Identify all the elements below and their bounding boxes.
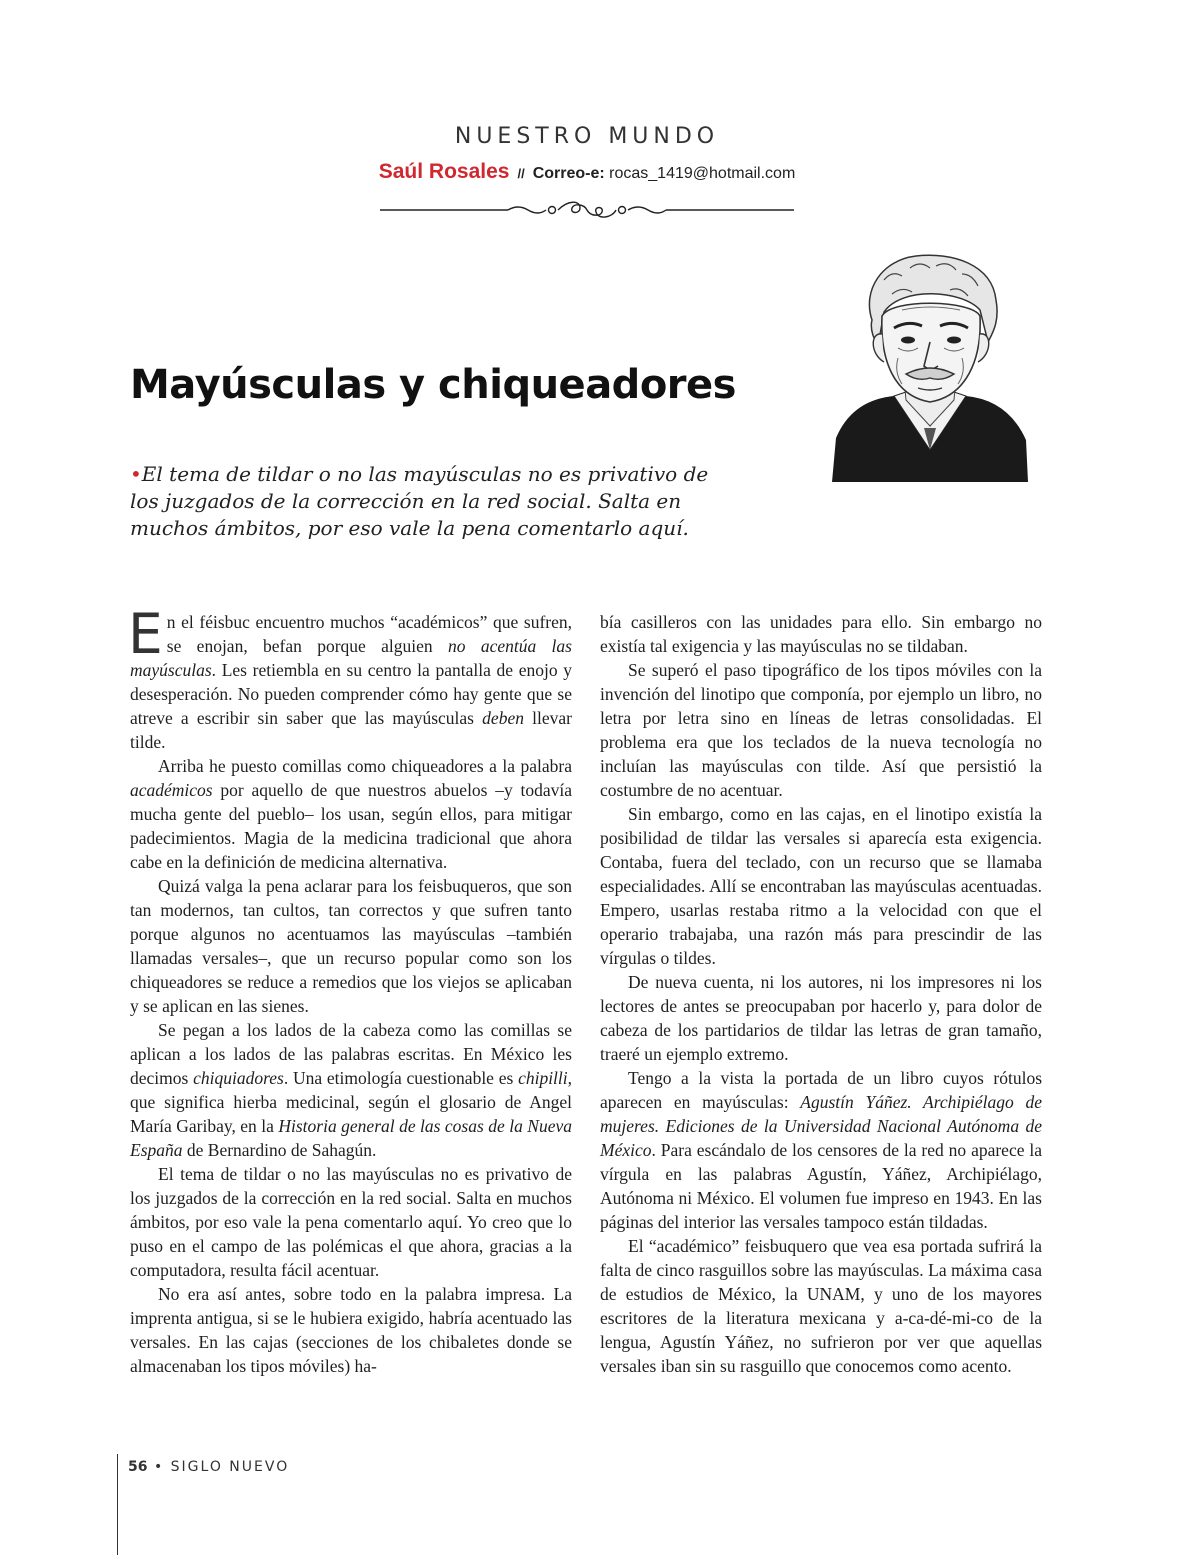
text-run: Arriba he puesto comillas como chiqueadores a la palabra [158, 756, 572, 776]
paragraph: No era así antes, sobre todo en la palabra impresa. La imprenta antigua, si se le hubiera exigido, habría acentuado las versales. En las cajas (secciones de los chibaletes donde se almacenaban los tipos móviles) ha- [130, 1284, 572, 1376]
paragraph [130, 1018, 572, 1162]
paragraph: Quizá valga la pena aclarar para los feisbuqueros, que son tan modernos, tan cultos, tan correctos y que sufren tanto porque algunos no acentuamos las mayúsculas –también llamadas versales–, que un recurso popular como son los chiqueadores se reduce a remedios que los viejos se aplicaban y se aplican en las sienes. [130, 876, 572, 1016]
paragraph [128, 602, 572, 754]
paragraph [600, 1066, 1042, 1234]
author-portrait-illustration [832, 250, 1028, 482]
section-label: NUESTRO MUNDO [454, 124, 720, 149]
paragraph: El tema de tildar o no las mayúsculas no es privativo de los juzgados de la corrección en la red social. Salta en muchos ámbitos, por eso vale la pena comentarlo aquí. Yo creo que lo puso en el campo de las polémicas el que ahora, gracias a la computadora, resulta fácil acentuar. [130, 1164, 572, 1280]
paragraph: De nueva cuenta, ni los autores, ni los impresores ni los lectores de antes se preocupaban por hacerlo y, para dolor de cabeza de los partidarios de tildar las letras de gran tamaño, traeré un ejemplo extremo. [600, 972, 1042, 1064]
text-run: por aquello de que nuestros abuelos –y todavía mucha gente del pueblo– los usan, según ellos, para mitigar padecimientos. Magia de la medicina tradicional que ahora cabe en la definición de medicina alternativa. [130, 780, 572, 872]
text-emphasis: chipilli [518, 1068, 568, 1088]
author-name: Saúl Rosales [378, 160, 510, 183]
text-run: Se pegan a los lados de la cabeza como las comillas se aplican a los lados de las palabras escritas. En México les decimos [130, 1020, 572, 1088]
email-label: Correo-e: [532, 165, 605, 182]
paragraph: Sin embargo, como en las cajas, en el linotipo existía la posibilidad de tildar las versales si aparecía esta exigencia. Contaba, fuera del teclado, con un recurso que se llamaba especialidades. Allí se encontraban las mayúsculas acentuadas. Empero, usarlas restaba ritmo a la velocidad con que el operario trabajaba, una razón más para prescindir de las vírgulas o tildes. [600, 804, 1042, 968]
flourish-divider-icon [380, 198, 794, 222]
text-run: de Bernardino de Sahagún. [182, 1140, 377, 1160]
body-column-right [600, 610, 1042, 1378]
footer-rule [117, 1454, 118, 1555]
article-title: Mayúsculas y chiqueadores [130, 362, 736, 408]
text-emphasis: no acentúa las mayúsculas [130, 636, 572, 680]
lead-text: El tema de tildar o no las mayúsculas no es privativo de los juzgados de la corrección en la red social. Salta en muchos ámbitos, por eso vale la pena comentarlo aquí. [130, 462, 709, 540]
byline [0, 160, 1174, 184]
page-number: 56 [128, 1459, 148, 1475]
footer-dot: • [153, 1459, 165, 1475]
paragraph: bía casilleros con las unidades para ello. Sin embargo no existía tal exigencia y las mayúsculas no se tildaban. [600, 612, 1042, 656]
author-email[interactable]: rocas_1419@hotmail.com [609, 165, 796, 182]
text-emphasis: académicos [130, 780, 213, 800]
publication-name: SIGLO NUEVO [170, 1459, 290, 1475]
lead-bullet: • [130, 462, 142, 486]
text-run: , que significa hierba medicinal, según el glosario de Angel María Garibay, en la [130, 1068, 573, 1136]
page-footer [128, 1459, 289, 1475]
text-run: . Les retiembla en su centro la pantalla de enojo y desesperación. No pueden comprender cómo hay gente que se atreve a escribir sin saber que las mayúsculas [130, 660, 572, 728]
text-run: . Para escándalo de los censores de la red no aparece la vírgula en las palabras Agustín, Yáñez, Archipiélago, Autónoma ni México. El volumen fue impreso en 1943. En las páginas del interior las versales tampoco están tildadas. [600, 1140, 1042, 1232]
article-lead [130, 461, 730, 542]
text-run: Tengo a la vista la portada de un libro cuyos rótulos aparecen en mayúsculas: [600, 1068, 1042, 1112]
text-emphasis: Agustín Yáñez. Archipiélago de mujeres. Ediciones de la Universidad Nacional Autónoma de México [600, 1092, 1042, 1160]
text-emphasis: Historia general de las cosas de la Nueva España [130, 1116, 572, 1160]
paragraph: Se superó el paso tipográfico de los tipos móviles con la invención del linotipo que componía, por ejemplo un libro, no letra por letra sino en líneas de letras consolidadas. El problema era que los teclados de la nueva tecnología no incluían las mayúsculas con tilde. Así que persistió la costumbre de no acentuar. [600, 660, 1042, 800]
text-emphasis: deben [482, 708, 524, 728]
paragraph [130, 754, 572, 874]
body-column-left [128, 602, 573, 1378]
byline-separator: // [517, 166, 525, 181]
paragraph: El “académico” feisbuquero que vea esa portada sufrirá la falta de cinco rasguillos sobre las mayúsculas. La máxima casa de estudios de México, la UNAM, y uno de los mayores escritores de la literatura mexicana y a-ca-dé-mi-co de la lengua, Agustín Yáñez, no sufrieron por ver que aquellas versales iban sin su rasguillo que conocemos como acento. [600, 1236, 1042, 1376]
text-emphasis: chiquiadores [193, 1068, 284, 1088]
drop-cap: E [128, 602, 163, 666]
text-run: llevar tilde. [130, 708, 572, 752]
text-run: . Una etimología cuestionable es [283, 1068, 519, 1088]
text-run: n el féisbuc encuentro muchos “académicos” que sufren, se enojan, befan porque alguien [166, 612, 572, 656]
